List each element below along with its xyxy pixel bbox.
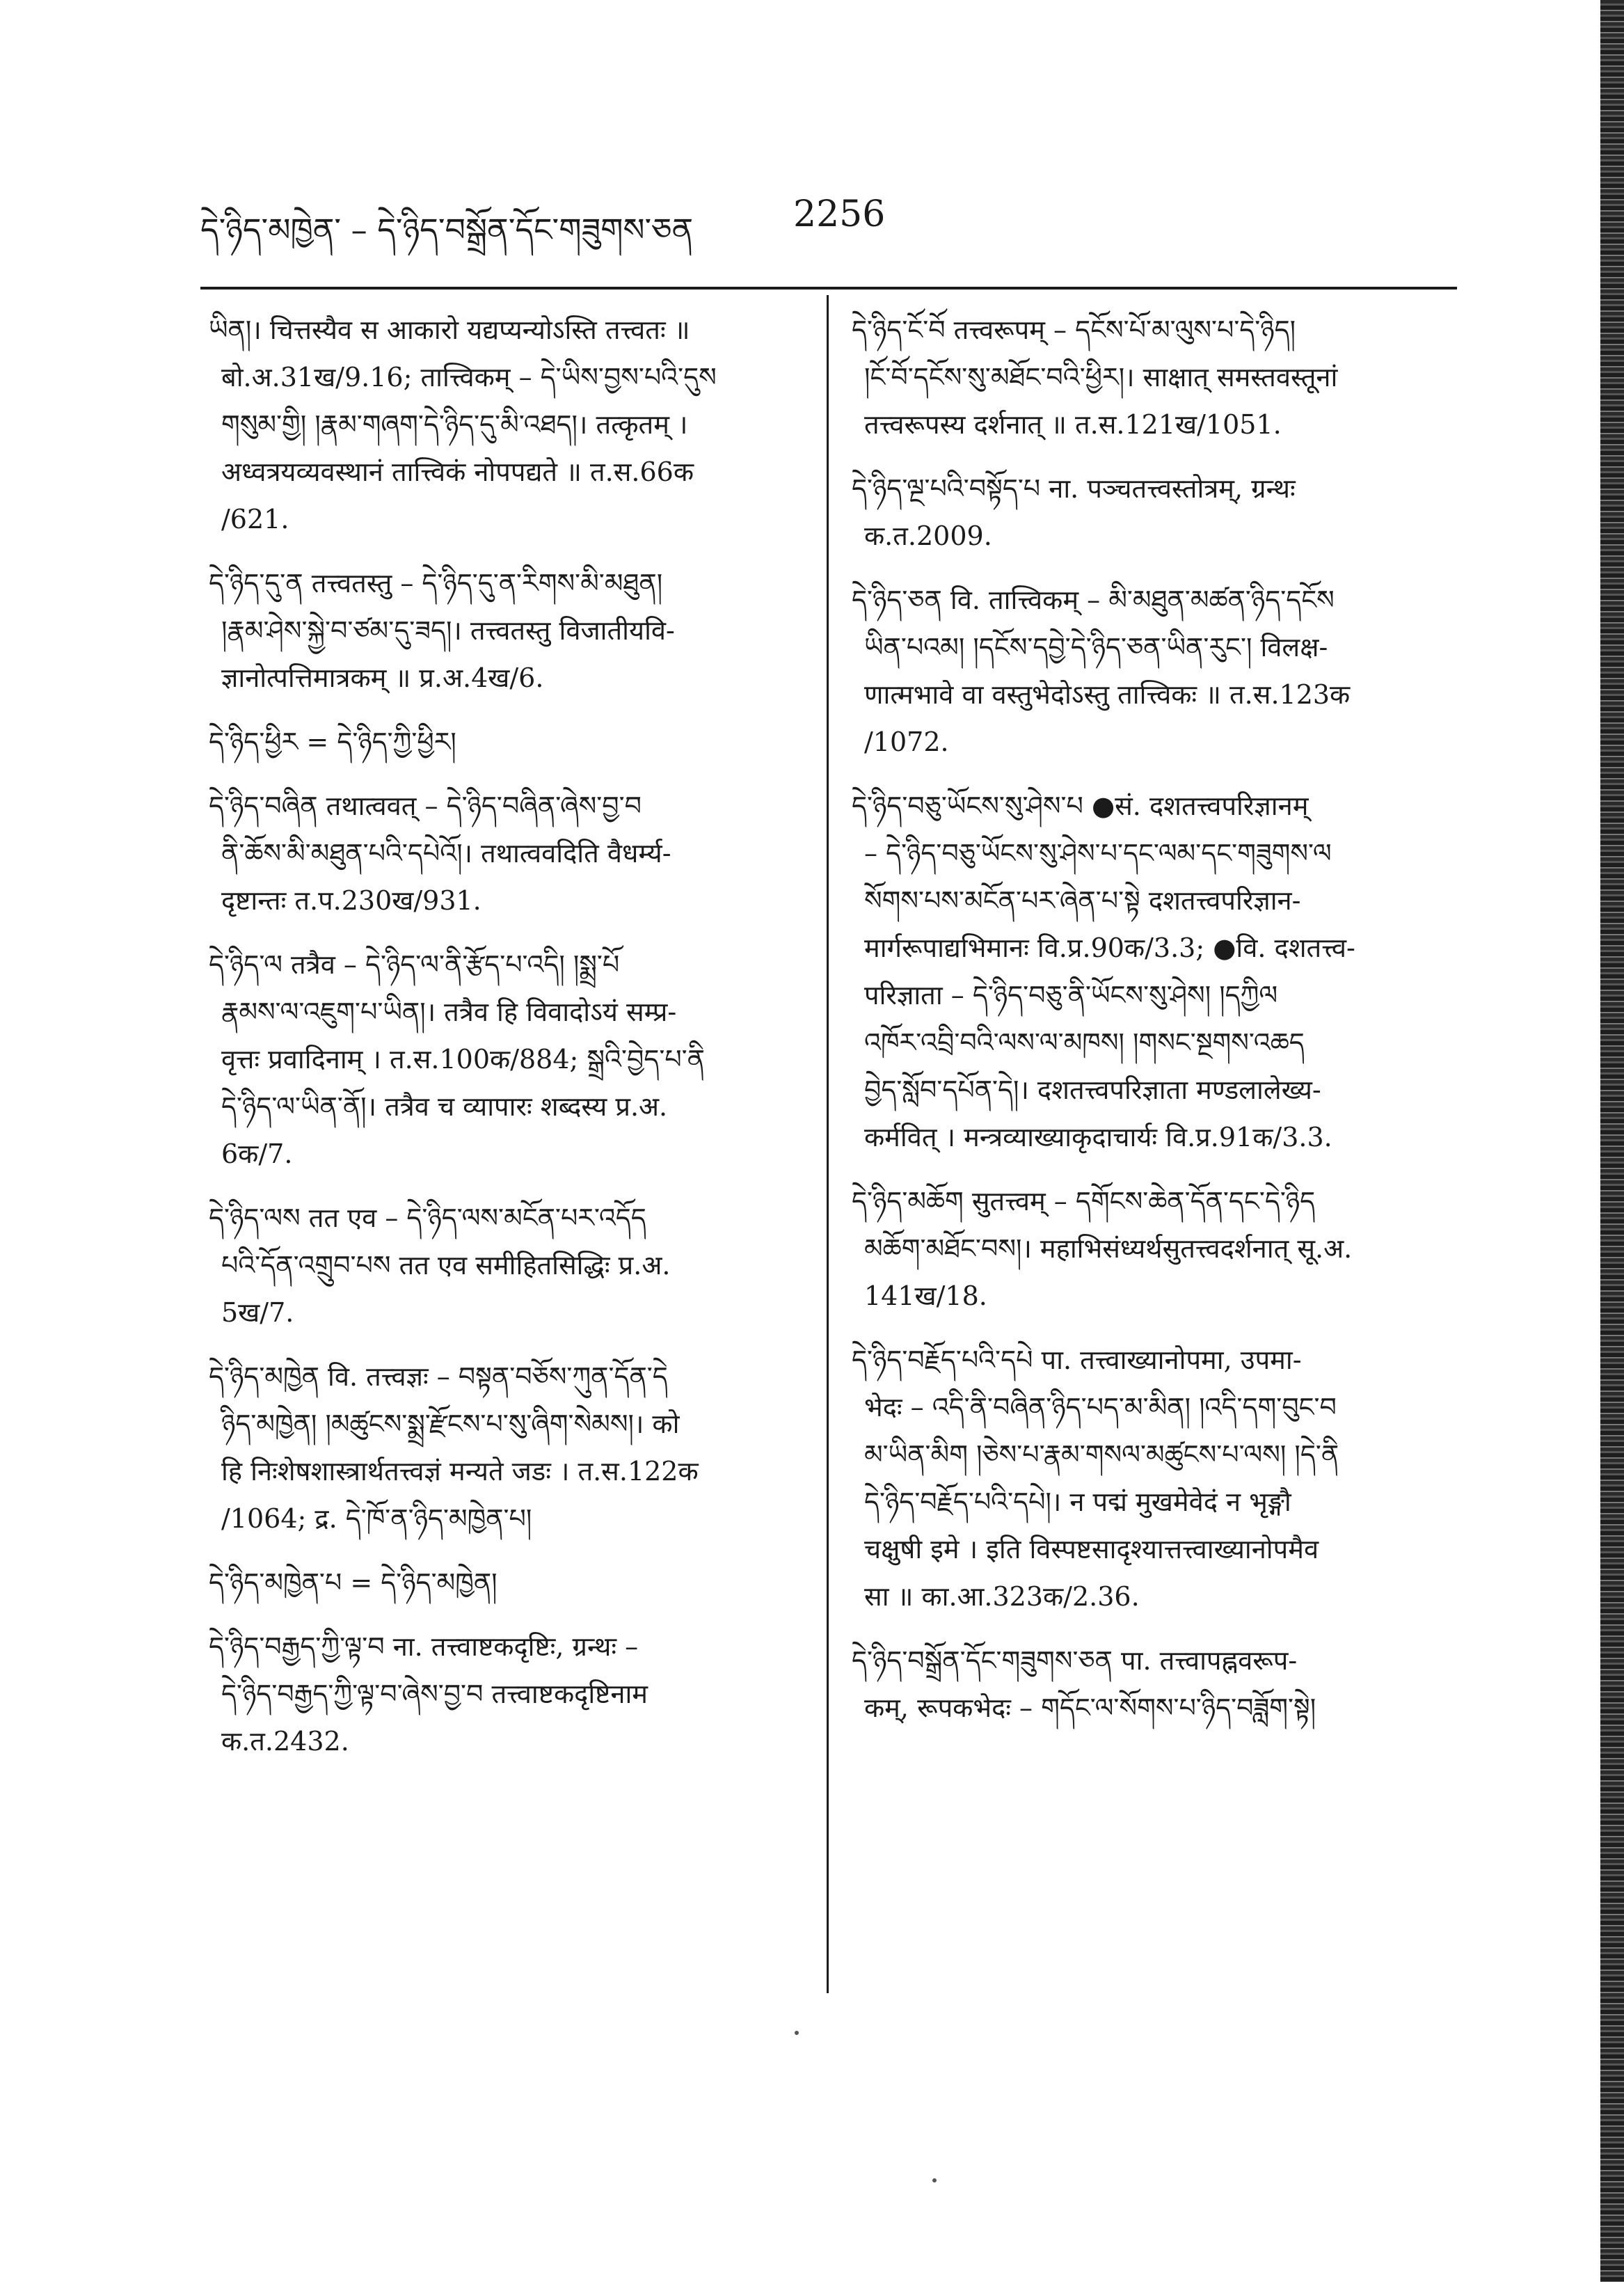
entry-text-line: /1072. xyxy=(864,727,949,757)
entry-text-line: क.त.2009. xyxy=(864,521,992,551)
entry-headword-line: དེ་ཉིད་བསྒྲོན་དོང་གཟུགས་ཅན पा. तत्त्वापह्नवरूप- xyxy=(852,1645,1298,1676)
dictionary-entry xyxy=(852,1336,1457,1620)
entry-text-line: པའི་དོན་འགྲུབ་པས तत एव समीहितसिद्धिः प्र.अ. xyxy=(221,1250,671,1281)
entry-text-line: भेदः – འདི་ནི་བཞིན་ཉིད་པད་མ་མིན། །འདི་དག་བུང་བ xyxy=(864,1392,1337,1423)
running-header: དེ་ཉིད་མཁྱེན་ – དེ་ཉིད་བསྒྲོན་དོང་གཟུགས་ཅན xyxy=(200,211,694,248)
scan-edge-shadow xyxy=(1600,0,1624,2282)
entry-headword-line: དེ་ཉིད་མཆོག सुतत्त्वम् – དགོངས་ཆེན་དོན་དང་དེ་ཉིད xyxy=(852,1186,1316,1217)
speck xyxy=(795,2031,799,2035)
dictionary-entry xyxy=(209,1194,809,1336)
dictionary-entry xyxy=(852,1637,1457,1732)
entry-text-line: चक्षुषी इमे । इति विस्पष्टसादृश्यात्तत्त्वाख्यानोपमैव xyxy=(864,1534,1319,1564)
dictionary-entry xyxy=(852,306,1457,448)
entry-headword-line: དེ་ཉིད་བཅུ་ཡོངས་སུ་ཤེས་པ ●सं. दशतत्त्वपरिज्ञानम् xyxy=(852,791,1309,821)
entry-text-line: तत्त्वरूपस्य दर्शनात् ॥ त.स.121ख/1051. xyxy=(864,409,1282,440)
entry-text-line: 5ख/7. xyxy=(221,1297,294,1328)
entry-text-line: सा ॥ का.आ.323क/2.36. xyxy=(864,1581,1140,1612)
entry-headword-line: དེ་ཉིད་བརྗོད་པའི་དཔེ पा. तत्त्वाख्यानोपमा, उपमा- xyxy=(852,1345,1302,1375)
entry-text-line: མ་ཡིན་མིག །ཅེས་པ་རྣམ་གསལ་མཚུངས་པ་ལས། །དེ་ནི xyxy=(864,1439,1339,1470)
entry-text-line: परिज्ञाता – དེ་ཉིད་བཅུ་ནི་ཡོངས་སུ་ཤེས། །དཀྱིལ xyxy=(864,980,1278,1011)
entry-headword-line: དེ་ཉིད་ལ तत्रैव – དེ་ཉིད་ལ་ནི་རྩོད་པ་འདི། །སྨྲ་པོ xyxy=(209,949,620,980)
dictionary-entry xyxy=(209,941,809,1178)
entry-text-line: ཡིན་པའམ། །དངོས་དབྱེ་དེ་ཉིད་ཅན་ཡིན་རུང་། विलक्ष- xyxy=(864,632,1328,663)
dictionary-entry xyxy=(209,560,809,702)
entry-text-line: སོགས་པས་མངོན་པར་ཞེན་པ་སྟེ दशतत्त्वपरिज्ञान- xyxy=(864,885,1301,916)
entry-text-line: །རྣམ་ཤེས་སྐྱེ་བ་ཙམ་དུ་ཟད།। तत्त्वतस्तु विजातीयवि- xyxy=(221,615,675,646)
dictionary-entry xyxy=(209,1559,809,1606)
dictionary-entry xyxy=(209,306,809,543)
dictionary-entry xyxy=(209,718,809,766)
entry-text-line: कम्, रूपकभेदः – གདོང་ལ་སོགས་པ་ཉིད་བཟློག་སྟེ། xyxy=(864,1693,1316,1723)
entry-text-line: ནི་ཆོས་མི་མཐུན་པའི་དཔེའོ།। तथात्ववदिति वैधर्म्य- xyxy=(221,838,671,869)
speck xyxy=(932,2178,937,2182)
entry-text-line: 141ख/18. xyxy=(864,1281,987,1311)
entry-text-line: འཁོར་འབྲི་བའི་ལས་ལ་མཁས། །གསང་སྔགས་འཆད xyxy=(864,1027,1305,1058)
entry-text-line: णात्मभावे वा वस्तुभेदोऽस्तु तात्त्विकः ॥ त.स.123क xyxy=(864,679,1351,710)
dictionary-entry xyxy=(852,465,1457,560)
entry-text-line: །ངོ་བོ་དངོས་སུ་མཐོང་བའི་ཕྱིར།। साक्षात् समस्तवस्तूनां xyxy=(864,362,1338,393)
entry-text-line: वृत्तः प्रवादिनाम् । त.स.100क/884; སྒྲའི་བྱེད་པ་ནི xyxy=(221,1044,705,1075)
entry-text-line: དེ་ཉིད་བརྗོད་པའི་དཔེ།। न पद्मं मुखमेवेदं न भृङ्गौ xyxy=(864,1487,1291,1517)
entry-text-line: /1064; द्र. དེ་ཁོ་ན་ཉིད་མཁྱེན་པ། xyxy=(221,1503,532,1534)
entry-text-line: दृष्टान्तः त.प.230ख/931. xyxy=(221,885,481,916)
entry-headword-line: དེ་ཉིད་ཕྱིར = དེ་ཉིད་ཀྱི་ཕྱིར། xyxy=(209,727,456,757)
entry-headword-line: དེ་ཉིད་ངོ་བོ तत्त्वरूपम् – དངོས་པོ་མ་ལུས་པ་དེ་ཉིད། xyxy=(852,315,1296,345)
left-column xyxy=(209,306,809,1782)
header-rule xyxy=(200,287,1457,290)
dictionary-entry xyxy=(209,1353,809,1542)
entry-text-line: དེ་ཉིད་ལ་ཡིན་ནོ།। तत्रैव च व्यापारः शब्दस्य प्र.अ. xyxy=(221,1091,668,1122)
dictionary-entry xyxy=(852,1178,1457,1320)
entry-text-line: कर्मवित् । मन्त्रव्याख्याकृदाचार्यः वि.प्र.91क/3.3. xyxy=(864,1122,1332,1152)
right-column xyxy=(852,306,1457,1748)
dictionary-entry xyxy=(209,782,809,924)
column-divider xyxy=(827,295,829,1993)
entry-headword-line: ཡིན།। चित्तस्यैव स आकारो यद्यप्यन्योऽस्ति तत्त्वतः ॥ xyxy=(209,315,690,345)
entry-text-line: – དེ་ཉིད་བཅུ་ཡོངས་སུ་ཤེས་པ་དང་ལམ་དང་གཟུགས་ལ xyxy=(864,838,1332,869)
entry-headword-line: དེ་ཉིད་ཅན वि. तात्त्विकम् – མི་མཐུན་མཚན་ཉིད་དངོས xyxy=(852,585,1335,615)
entry-text-line: बो.अ.31ख/9.16; तात्त्विकम् – དེ་ཡིས་བྱས་པའི་དུས xyxy=(221,362,717,393)
entry-text-line: ज्ञानोत्पत्तिमात्रकम् ॥ प्र.अ.4ख/6. xyxy=(221,663,544,693)
entry-headword-line: དེ་ཉིད་ལས तत एव – དེ་ཉིད་ལས་མངོན་པར་འདོད xyxy=(209,1203,646,1233)
dictionary-entry xyxy=(852,782,1457,1161)
entry-text-line: क.त.2432. xyxy=(221,1726,349,1757)
entry-text-line: /621. xyxy=(221,504,289,534)
entry-text-line: मार्गरूपाद्यभिमानः वि.प्र.90क/3.3; ●वि. दशतत्त्व- xyxy=(864,933,1355,963)
entry-headword-line: དེ་ཉིད་དུ་ན तत्त्वतस्तु – དེ་ཉིད་དུ་ན་རིགས་མི་མཐུན། xyxy=(209,568,663,599)
entry-text-line: གསུམ་གྱི། །རྣམ་གཞག་དེ་ཉིད་དུ་མི་འཐད།। तत्कृतम् । xyxy=(221,409,688,440)
entry-text-line: अध्वत्रयव्यवस्थानं तात्त्विकं नोपपद्यते ॥ त.स.66क xyxy=(221,457,694,487)
dictionary-entry xyxy=(209,1623,809,1765)
entry-text-line: དེ་ཉིད་བརྒྱད་ཀྱི་ལྟ་བ་ཞེས་བྱ་བ तत्त्वाष्टकदृष्टिनाम xyxy=(221,1679,648,1709)
entry-headword-line: དེ་ཉིད་བཞིན तथात्ववत् – དེ་ཉིད་བཞིན་ཞེས་བྱ་བ xyxy=(209,791,642,821)
entry-headword-line: དེ་ཉིད་བརྒྱད་ཀྱི་ལྟ་བ ना. तत्त्वाष्टकदृष्टिः, ग्रन्थः – xyxy=(209,1631,639,1662)
entry-text-line: བྱེད་སློབ་དཔོན་དེ།। दशतत्त्वपरिज्ञाता मण्डलालेख्य- xyxy=(864,1075,1321,1105)
entry-headword-line: དེ་ཉིད་མཁྱེན वि. तत्त्वज्ञः – བསྟན་བཅོས་ཀུན་དོན་དེ xyxy=(209,1361,668,1392)
dictionary-entry xyxy=(852,576,1457,766)
entry-text-line: 6क/7. xyxy=(221,1139,293,1169)
page-number: 2256 xyxy=(793,193,886,235)
entry-text-line: ཉིད་མཁྱེན། །མཚུངས་སྨྲ་རྫོངས་པ་སུ་ཞིག་སེམས།। को xyxy=(221,1409,680,1439)
entry-text-line: རྣམས་ལ་འཇུག་པ་ཡིན།। तत्रैव हि विवादोऽयं सम्प्र- xyxy=(221,997,677,1027)
entry-text-line: हि निःशेषशास्त्रार्थतत्त्वज्ञं मन्यते जडः । त.स.122क xyxy=(221,1456,699,1487)
entry-headword-line: དེ་ཉིད་ལྔ་པའི་བསྟོད་པ ना. पञ्चतत्त्वस्तोत्रम्, ग्रन्थः xyxy=(852,473,1296,504)
entry-headword-line: དེ་ཉིད་མཁྱེན་པ = དེ་ཉིད་མཁྱེན། xyxy=(209,1567,497,1598)
entry-text-line: མཆོག་མཐོང་བས།। महाभिसंध्यर्थसुतत्त्वदर्शनात् सू.अ. xyxy=(864,1233,1353,1264)
